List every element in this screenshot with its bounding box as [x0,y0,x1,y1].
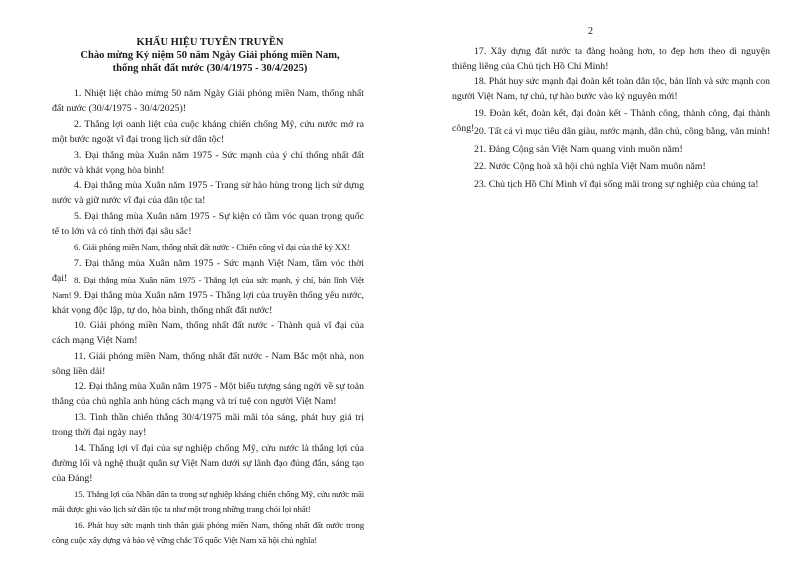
slogan-4: 4. Đại thắng mùa Xuân năm 1975 - Trang sử hào hùng trong lịch sử dựng nước và giữ nước vĩ đại của dân tộc ta! [52,180,364,206]
slogan-16: 16. Phát huy sức mạnh tinh thần giải phóng miền Nam, thống nhất đất nước trong công cuộc xây dựng và bảo vệ vững chắc Tổ quốc Việt Nam xã hội chủ nghĩa! [52,520,364,545]
slogan-15: 15. Thắng lợi của Nhân dân ta trong sự nghiệp kháng chiến chống Mỹ, cứu nước mãi mãi được ghi vào lịch sử dân tộc ta như một trong những trang chói lọi nhất! [52,489,364,514]
document-header [70,36,350,75]
slogan-6: 6. Giải phóng miền Nam, thống nhất đất nước - Chiến công vĩ đại của thế kỷ XX! [74,242,350,252]
slogan-20: 20. Tất cả vì mục tiêu dân giàu, nước mạnh, dân chủ, công bằng, văn minh! [474,126,770,137]
document-subtitle-line-1: Chào mừng Kỷ niệm 50 năm Ngày Giải phóng miền Nam, [80,50,340,61]
document-title: KHẨU HIỆU TUYÊN TRUYỀN [136,37,284,48]
slogan-14: 14. Thắng lợi vĩ đại của sự nghiệp chống Mỹ, cứu nước là thắng lợi của đường lối và nghệ thuật quân sự Việt Nam dưới sự lãnh đạo đúng đắn, sáng tạo của Đảng! [52,443,364,484]
document-subtitle-line-2: thống nhất đất nước (30/4/1975 - 30/4/2025) [112,63,308,74]
slogan-18: 18. Phát huy sức mạnh đại đoàn kết toàn dân tộc, bản lĩnh và sức mạnh con người Việt Nam, tự chủ, tự hào bước vào kỷ nguyên mới! [452,76,770,102]
slogan-7: 7. Đại thắng mùa Xuân năm 1975 - Sức mạnh Việt Nam, tầm vóc thời đại! [52,258,364,284]
page-number: 2 [588,26,593,37]
slogan-5: 5. Đại thắng mùa Xuân năm 1975 - Sự kiện có tầm vóc quan trọng quốc tế to lớn và có tính thời đại sâu sắc! [52,211,364,237]
slogan-9: 9. Đại thắng mùa Xuân năm 1975 - Thắng lợi của truyền thống yêu nước, khát vọng độc lập, tự do, hòa bình, thống nhất đất nước! [52,290,364,316]
slogan-19: 19. Đoàn kết, đoàn kết, đại đoàn kết - Thành công, thành công, đại thành công! [452,108,770,134]
slogan-8: 8. Đại thắng mùa Xuân năm 1975 - Thắng lợi của sức mạnh, ý chí, bản lĩnh Việt Nam! [52,275,364,300]
slogan-23: 23. Chủ tịch Hồ Chí Minh vĩ đại sống mãi trong sự nghiệp của chúng ta! [474,179,759,190]
page-right [400,0,800,566]
slogan-21: 21. Đảng Cộng sản Việt Nam quang vinh muôn năm! [474,144,683,155]
slogan-2: 2. Thắng lợi oanh liệt của cuộc kháng chiến chống Mỹ, cứu nước mở ra một bước ngoặt vĩ đại trong lịch sử dân tộc! [52,119,364,145]
slogan-22: 22. Nước Cộng hoà xã hội chủ nghĩa Việt Nam muôn năm! [474,161,706,172]
slogan-13: 13. Tinh thần chiến thắng 30/4/1975 mãi mãi tỏa sáng, phát huy giá trị trong thời đại ngày nay! [52,412,364,438]
slogan-11: 11. Giải phóng miền Nam, thống nhất đất nước - Nam Bắc một nhà, non sông liền dải! [52,351,364,377]
slogan-12: 12. Đại thắng mùa Xuân năm 1975 - Một biểu tượng sáng ngời về sự toàn thắng của chủ nghĩa anh hùng cách mạng và trí tuệ con người Việt Nam! [52,381,364,407]
slogan-10: 10. Giải phóng miền Nam, thống nhất đất nước - Thành quả vĩ đại của cách mạng Việt Nam! [52,320,364,346]
slogan-1: 1. Nhiệt liệt chào mừng 50 năm Ngày Giải phóng miền Nam, thống nhất đất nước (30/4/1975 - 30/4/2025)! [52,88,364,114]
slogan-17: 17. Xây dựng đất nước ta đàng hoàng hơn, to đẹp hơn theo di nguyện thiêng liêng của Chủ tịch Hồ Chí Minh! [452,46,770,72]
slogan-3: 3. Đại thắng mùa Xuân năm 1975 - Sức mạnh của ý chí thống nhất đất nước và khát vọng hòa bình! [52,150,364,176]
